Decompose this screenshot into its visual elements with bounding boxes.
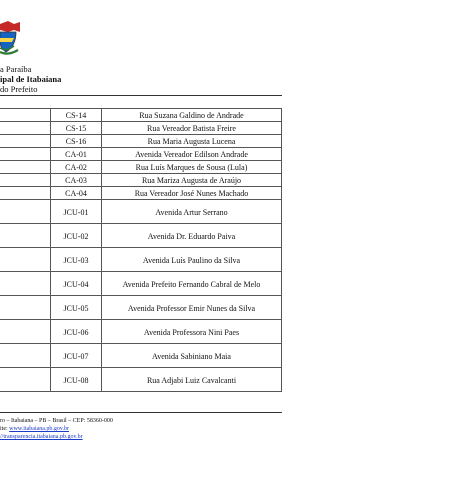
row-blank-cell [0, 161, 51, 174]
table-row [0, 200, 282, 224]
table-row [0, 344, 282, 368]
footer-transparency [0, 433, 113, 441]
row-blank-cell [0, 187, 51, 200]
footer-site-label: ite: [0, 426, 10, 432]
table-row [0, 320, 282, 344]
code-cell: JCU-08 [51, 368, 102, 392]
row-blank-cell [0, 200, 51, 224]
street-cell: Avenida Professor Emir Nunes da Silva [102, 296, 282, 320]
header-office: do Prefeito [0, 84, 38, 94]
website-link[interactable]: www.itabaiana.pb.gov.br [9, 426, 70, 432]
table-row [0, 122, 282, 135]
row-blank-cell [0, 248, 51, 272]
street-cell: Rua Maria Augusta Lucena [102, 135, 282, 148]
code-cell: CA-02 [51, 161, 102, 174]
street-cell: Rua Adjabi Luiz Cavalcanti [102, 368, 282, 392]
code-cell: CA-01 [51, 148, 102, 161]
table-row [0, 368, 282, 392]
row-blank-cell [0, 224, 51, 248]
table-row [0, 224, 282, 248]
footer-address: ro – Itabaiana – PB – Brasil – CEP: 58360-000 [0, 418, 113, 424]
street-table [0, 108, 282, 392]
street-cell: Rua Vereador Batista Freire [102, 122, 282, 135]
row-blank-cell [0, 174, 51, 187]
table-row [0, 272, 282, 296]
table-row [0, 109, 282, 122]
row-blank-cell [0, 368, 51, 392]
row-blank-cell [0, 148, 51, 161]
code-cell: JCU-05 [51, 296, 102, 320]
street-cell: Avenida Luís Paulino da Silva [102, 248, 282, 272]
code-cell: CS-16 [51, 135, 102, 148]
table-row [0, 187, 282, 200]
street-cell: Avenida Sabiniano Maia [102, 344, 282, 368]
footer [0, 417, 113, 441]
code-cell: JCU-07 [51, 344, 102, 368]
street-cell: Rua Suzana Galdino de Andrade [102, 109, 282, 122]
table-row [0, 161, 282, 174]
header-municipality: ipal de Itabaiana [0, 74, 62, 84]
table-row [0, 296, 282, 320]
footer-rule [0, 412, 282, 413]
table-row [0, 248, 282, 272]
code-cell: CS-15 [51, 122, 102, 135]
code-cell: JCU-06 [51, 320, 102, 344]
street-cell: Avenida Dr. Eduardo Paiva [102, 224, 282, 248]
row-blank-cell [0, 135, 51, 148]
code-cell: JCU-04 [51, 272, 102, 296]
code-cell: JCU-02 [51, 224, 102, 248]
code-cell: CA-04 [51, 187, 102, 200]
row-blank-cell [0, 296, 51, 320]
row-blank-cell [0, 272, 51, 296]
code-cell: CS-14 [51, 109, 102, 122]
coat-of-arms-icon [0, 18, 22, 58]
row-blank-cell [0, 122, 51, 135]
street-cell: Rua Luís Marques de Sousa (Lula) [102, 161, 282, 174]
street-cell: Rua Vereador José Nunes Machado [102, 187, 282, 200]
table-row [0, 135, 282, 148]
code-cell: JCU-01 [51, 200, 102, 224]
row-blank-cell [0, 109, 51, 122]
row-blank-cell [0, 320, 51, 344]
header-rule [0, 95, 282, 96]
street-cell: Avenida Prefeito Fernando Cabral de Melo [102, 272, 282, 296]
code-cell: JCU-03 [51, 248, 102, 272]
street-cell: Rua Mariza Augusta de Araújo [102, 174, 282, 187]
table-row [0, 174, 282, 187]
table-row [0, 148, 282, 161]
header-state: a Paraíba [0, 64, 32, 74]
code-cell: CA-03 [51, 174, 102, 187]
street-cell: Avenida Artur Serrano [102, 200, 282, 224]
footer-site [0, 425, 113, 433]
street-cell: Avenida Professora Nini Paes [102, 320, 282, 344]
transparency-link[interactable]: //transparencia.itabaiana.pb.gov.br [0, 434, 83, 440]
street-cell: Avenida Vereador Edilson Andrade [102, 148, 282, 161]
row-blank-cell [0, 344, 51, 368]
